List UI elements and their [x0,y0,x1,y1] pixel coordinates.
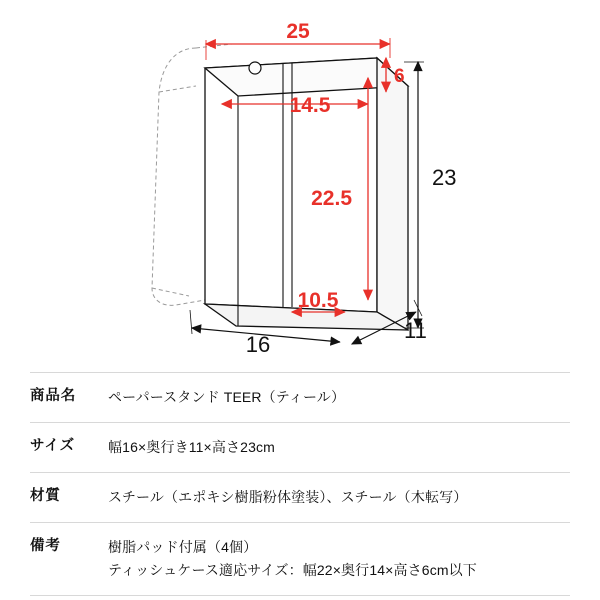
table-row [30,473,570,523]
dim-label-depth-top: 6 [394,66,405,87]
spec-value-line: ペーパースタンド TEER（ティール） [108,389,346,405]
table-row [30,423,570,473]
dim-label-depth: 11 [404,318,427,343]
spec-value-material [108,486,570,509]
dim-label-inner-height: 22.5 [311,187,352,210]
dim-label-front-width: 16 [245,332,271,357]
spec-label-remarks: 備考 [30,538,61,555]
spec-label-product-name: 商品名 [30,388,77,404]
dim-label-inner-width: 14.5 [289,94,331,117]
dim-label-front-height: 10.5 [297,289,339,312]
dim-label-total-height: 23 [432,165,457,190]
spec-value-line: 樹脂パッド付属（4個） [108,539,258,556]
spec-label-material: 材質 [30,488,61,505]
spec-value-remarks [108,536,570,582]
spec-value-product-name [108,386,570,409]
table-row [30,523,570,596]
hole-icon [249,62,261,74]
spec-value-line: ティッシュケース適応サイズ：幅22×奥行14×高さ6cm以下 [108,562,477,579]
spec-table [30,372,570,596]
table-row [30,372,570,423]
spec-value-size [108,436,570,459]
spec-value-line: スチール（エポキシ樹脂粉体塗装）、スチール（木転写） [108,489,468,506]
spec-value-line: 幅16×奥行き11×高さ23cm [108,439,275,456]
spec-label-size: サイズ [30,438,75,455]
dim-label-top-width: 25 [286,20,310,43]
